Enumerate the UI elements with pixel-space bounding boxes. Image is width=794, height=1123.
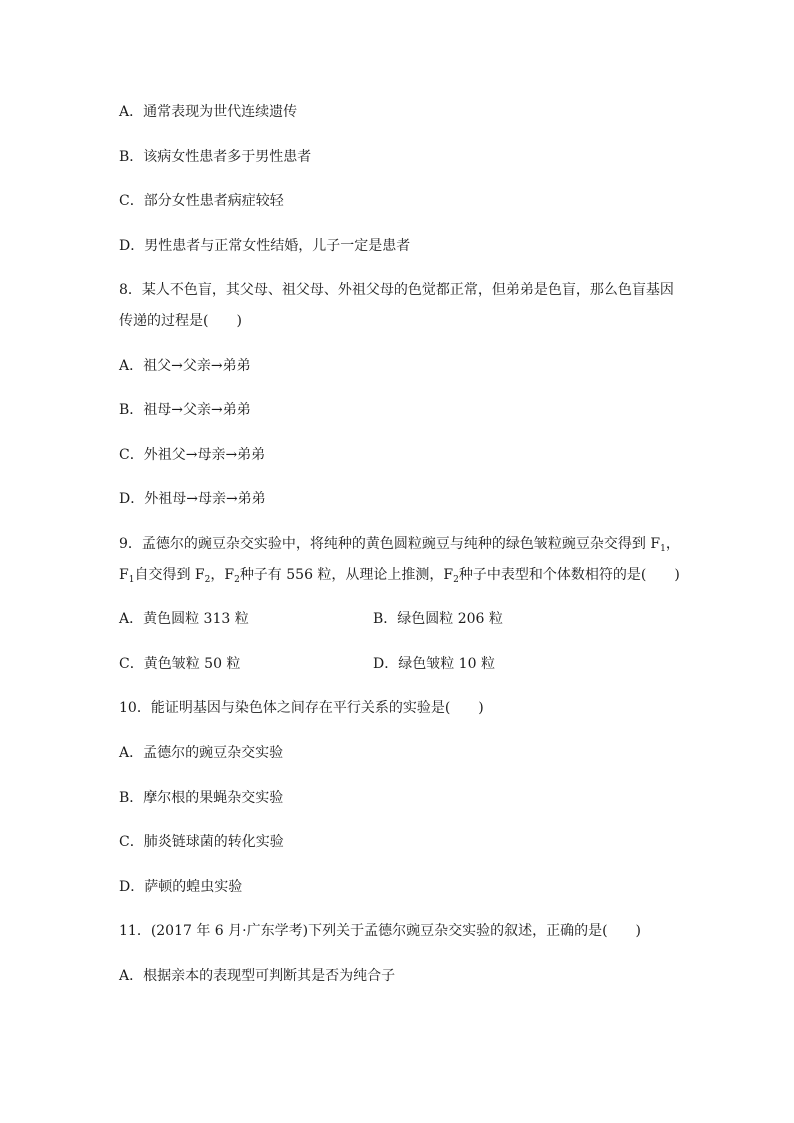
- q9-option-d: D．绿色皱粒 10 粒: [373, 656, 495, 672]
- q7-option-d: D．男性患者与正常女性结婚，儿子一定是患者: [119, 238, 411, 254]
- q11-stem: 11．(2017 年 6 月·广东学考)下列关于孟德尔豌豆杂交实验的叙述，正确的是( ): [119, 923, 641, 939]
- q8-option-c: C．外祖父→母亲→弟弟: [119, 447, 266, 463]
- q9-text: 种子中表型和个体数相符的是( ): [458, 567, 680, 583]
- q10-stem: 10．能证明基因与染色体之间存在平行关系的实验是( ): [119, 700, 484, 716]
- q9-subscript: 1: [660, 544, 666, 554]
- q7-option-b: B．该病女性患者多于男性患者: [119, 149, 312, 165]
- q10-option-a: A．孟德尔的豌豆杂交实验: [119, 745, 284, 761]
- q10-option-d: D．萨顿的蝗虫实验: [119, 879, 243, 895]
- q9-text: 9．孟德尔的豌豆杂交实验中，将纯种的黄色圆粒豌豆与纯种的绿色皱粒豌豆杂交得到 F: [119, 536, 661, 552]
- q8-option-a: A．祖父→父亲→弟弟: [119, 358, 251, 374]
- q10-option-c: C．肺炎链球菌的转化实验: [119, 834, 284, 850]
- q9-stem-line2: [119, 565, 680, 585]
- q9-text: ，F: [210, 567, 235, 583]
- q11-option-a: A．根据亲本的表现型可判断其是否为纯合子: [119, 968, 396, 984]
- q9-subscript: 2: [204, 575, 211, 585]
- q9-option-c: C．黄色皱粒 50 粒: [119, 656, 241, 672]
- q9-subscript: 1: [128, 575, 135, 585]
- q8-stem-line1: 8．某人不色盲，其父母、祖父母、外祖父母的色觉都正常，但弟弟是色盲，那么色盲基因: [119, 282, 674, 298]
- q8-option-b: B．祖母→父亲→弟弟: [119, 402, 251, 418]
- q7-option-a: A．通常表现为世代连续遗传: [119, 104, 298, 120]
- q9-text: ，: [665, 536, 680, 552]
- q8-option-d: D．外祖母→母亲→弟弟: [119, 491, 266, 507]
- q10-option-b: B．摩尔根的果蝇杂交实验: [119, 790, 284, 806]
- q9-option-a: A．黄色圆粒 313 粒: [119, 611, 249, 627]
- q9-text: 自交得到 F: [134, 567, 205, 583]
- q9-subscript: 2: [453, 575, 459, 585]
- q9-subscript: 2: [234, 575, 240, 585]
- q9-option-b: B．绿色圆粒 206 粒: [373, 611, 503, 627]
- q9-text: 种子有 556 粒，从理论上推测，F: [239, 567, 454, 583]
- q9-stem-line1: [119, 534, 680, 554]
- q7-option-c: C．部分女性患者病症较轻: [119, 193, 284, 209]
- q8-stem-line2: 传递的过程是( ): [119, 313, 242, 329]
- q9-text: F: [119, 567, 129, 583]
